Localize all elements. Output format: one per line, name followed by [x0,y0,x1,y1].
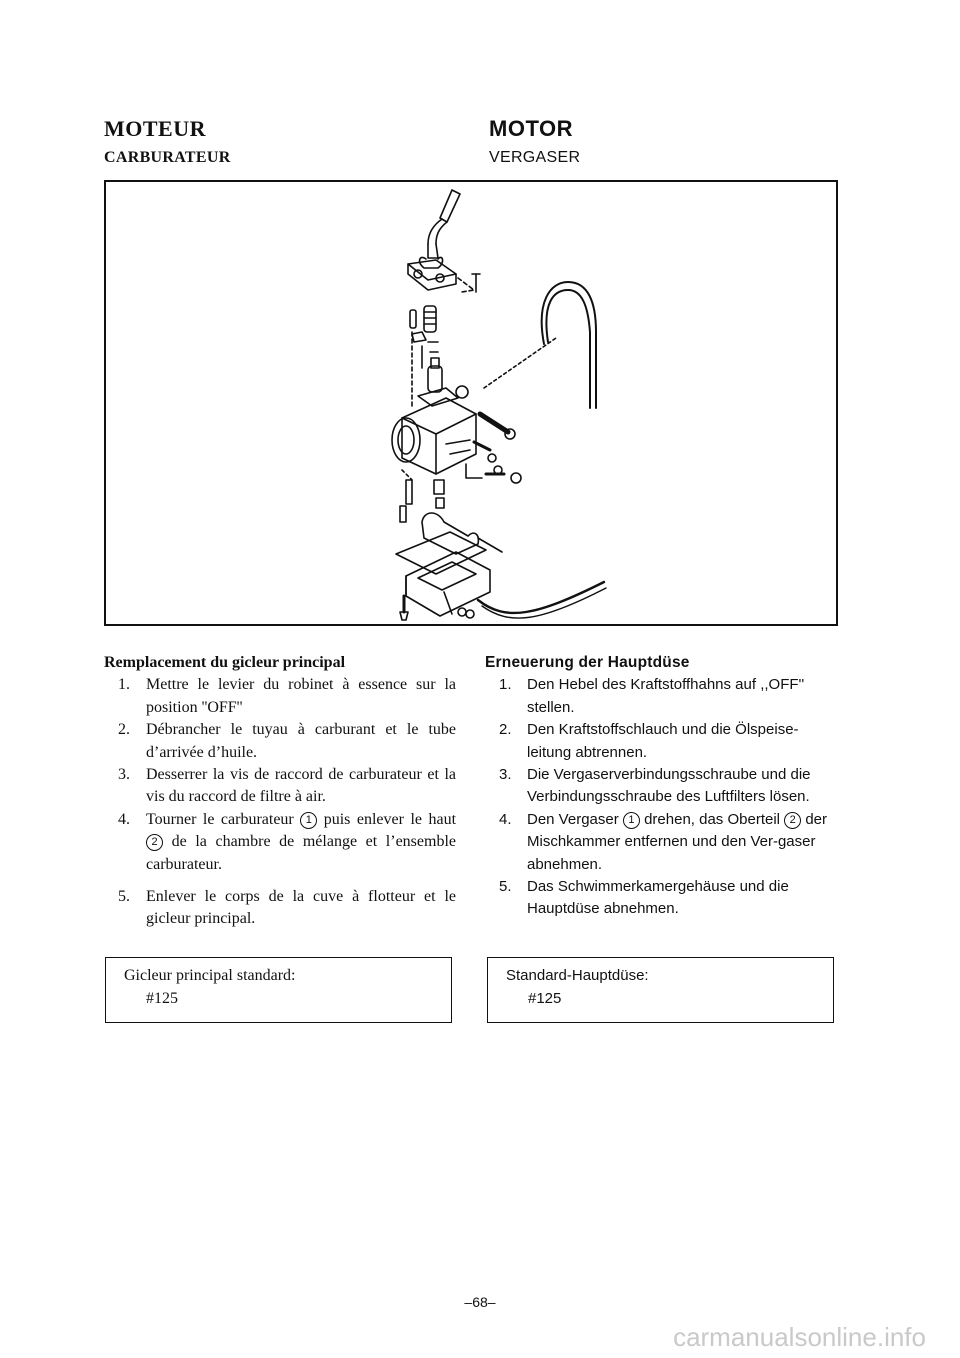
french-step-2 [104,719,456,764]
watermark: carmanualsonline.info [673,1322,926,1352]
callout-1: 1 [623,812,640,829]
french-step-1 [104,674,456,719]
german-section-title: MOTOR [489,116,573,141]
callout-1: 1 [300,812,317,829]
step-text: Mettre le levier du robinet à essence sur la position ''OFF'' [146,676,456,716]
step-text-part: Tourner le carburateur [146,810,294,828]
german-step-5 [485,876,837,921]
step-number: 2. [499,721,512,739]
spec-label: Standard-Hauptdüse: [506,967,649,984]
step-text: Débrancher le tuyau à carburant et le tube d’arrivée d’huile. [146,721,456,761]
french-step-5 [104,886,456,931]
german-step-3 [485,764,837,809]
step-text: Den Kraftstoffschlauch und die Ölspeise-leitung abtrennen. [527,721,799,761]
step-number: 5. [499,878,512,896]
step-number: 3. [499,766,512,784]
step-text-part: puis enlever le haut [323,810,457,828]
german-instructions [485,652,837,921]
step-number: 4. [118,810,130,828]
french-step-3 [104,764,456,809]
step-number: 5. [118,888,130,906]
german-step-4 [485,809,837,876]
step-number: 1. [499,676,512,694]
carburetor-exploded-view-icon [106,182,836,624]
step-text-part: de la chambre de mélange et l’ensemble carburateur. [146,833,457,873]
step-number: 1. [118,676,130,694]
french-section-title: MOTEUR [104,116,206,141]
german-step-1 [485,674,837,719]
french-section-subtitle: CARBURATEUR [104,149,231,166]
callout-2: 2 [784,812,801,829]
spec-label: Gicleur principal standard: [124,967,296,984]
step-text: Das Schwimmerkamergehäuse und die Hauptdüse abnehmen. [527,878,789,918]
step-text: Desserrer la vis de raccord de carburateur et la vis du raccord de filtre à air. [146,766,456,806]
callout-2: 2 [146,834,163,851]
page-number: –68– [464,1294,496,1310]
french-heading: Remplacement du gicleur principal [104,654,346,671]
french-instructions [104,652,456,931]
german-step-2 [485,719,837,764]
step-text: Den Hebel des Kraftstoffhahns auf ,,OFF'' stellen. [527,676,805,716]
step-text-part: der Mischkammer entfernen und den Ver-gaser abnehmen. [527,810,828,873]
german-section-subtitle: VERGASER [489,149,581,166]
french-step-4 [104,809,456,876]
step-text-part: drehen, das Oberteil [644,810,780,828]
step-number: 4. [499,810,512,828]
step-text-part: Den Vergaser [527,810,619,828]
german-heading: Erneuerung der Hauptdüse [485,654,690,671]
step-text: Enlever le corps de la cuve à flotteur et le gicleur principal. [146,888,456,928]
german-spec-box [487,957,834,1023]
carburetor-figure [104,180,838,626]
spec-value: #125 [146,990,178,1007]
spec-value: #125 [528,990,562,1007]
french-spec-box [105,957,452,1023]
step-number: 2. [118,721,130,739]
step-text: Die Vergaserverbindungsschraube und die Verbindungsschraube des Luftfilters lösen. [527,766,811,806]
step-number: 3. [118,766,130,784]
